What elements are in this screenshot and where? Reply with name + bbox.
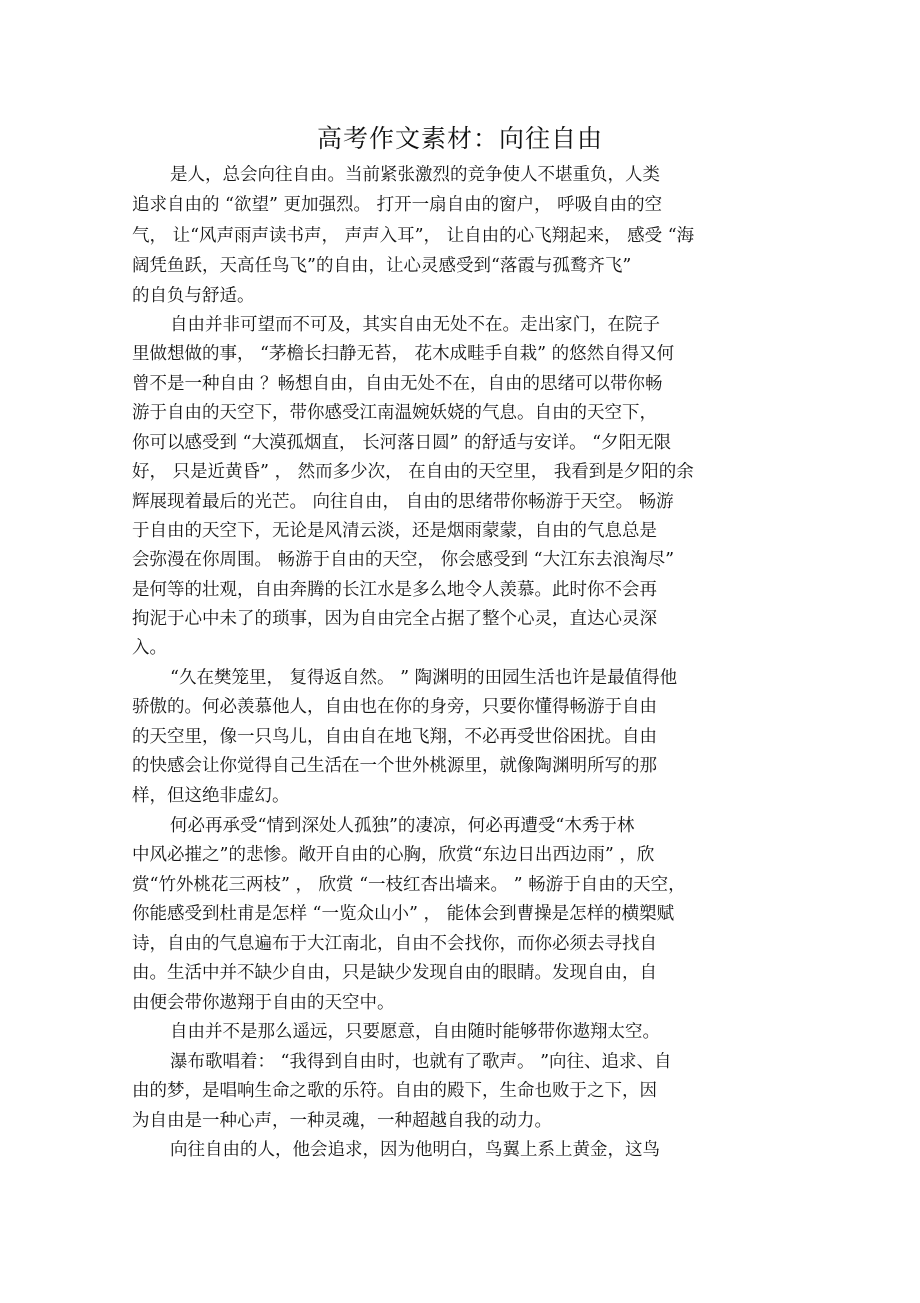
text-line: 里做想做的事， “茅檐长扫静无苔， 花木成畦手自栽” 的悠然自得又何: [132, 344, 675, 364]
text-line: 自由并非可望而不可及，其实自由无处不在。走出家门，在院子: [170, 315, 660, 335]
text-line: 由便会带你遨翔于自由的天空中。: [132, 993, 395, 1013]
text-line: 气， 让“风声雨声读书声， 声声入耳”， 让自由的心飞翔起来， 感受 “海: [132, 226, 695, 246]
text-line: 向往自由的人，他会追求，因为他明白，鸟翼上系上黄金，这鸟: [170, 1140, 660, 1160]
text-line: 游于自由的天空下，带你感受江南温婉妖娆的气息。自由的天空下，: [132, 403, 657, 423]
text-line: 好， 只是近黄昏” ， 然而多少次， 在自由的天空里， 我看到是夕阳的余: [132, 462, 694, 482]
text-line: “久在樊笼里， 复得返自然。 ” 陶渊明的田园生活也许是最值得他: [170, 668, 678, 688]
text-line: 赏“竹外桃花三两枝” ， 欣赏 “一枝红杏出墙来。 ” 畅游于自由的天空，: [132, 875, 686, 895]
text-line: 追求自由的 “欲望” 更加强烈。 打开一扇自由的窗户， 呼吸自由的空: [132, 195, 663, 215]
text-line: 的自负与舒适。: [132, 286, 255, 306]
text-line: 你可以感受到 “大漠孤烟直， 长河落日圆” 的舒适与安详。 “夕阳无限: [132, 433, 672, 453]
text-line: 瀑布歌唱着： “我得到自由时，也就有了歌声。 ”向往、追求、自: [170, 1052, 672, 1072]
text-line: 是人，总会向往自由。当前紧张激烈的竞争使人不堪重负，人类: [170, 165, 660, 185]
text-line: 是何等的壮观，自由奔腾的长江水是多么地令人羡慕。此时你不会再: [132, 580, 657, 600]
text-line: 的快感会让你觉得自己生活在一个世外桃源里，就像陶渊明所写的那: [132, 756, 657, 776]
text-line: 中风必摧之”的悲惨。敞开自由的心胸，欣赏“东边日出西边雨” ，欣: [132, 845, 655, 865]
text-line: 拘泥于心中未了的琐事，因为自由完全占据了整个心灵，直达心灵深: [132, 609, 657, 629]
text-line: 入。: [132, 638, 167, 658]
text-line: 的天空里，像一只鸟儿，自由自在地飞翔，不必再受世俗困扰。自由: [132, 727, 657, 747]
text-line: 阔凭鱼跃，天高任鸟飞”的自由，让心灵感受到“落霞与孤鹜齐飞”: [132, 256, 632, 276]
text-line: 由。生活中并不缺少自由，只是缺少发现自由的眼睛。发现自由，自: [132, 963, 657, 983]
text-line: 会弥漫在你周围。 畅游于自由的天空， 你会感受到 “大江东去浪淘尽”: [132, 550, 675, 570]
text-line: 自由并不是那么遥远，只要愿意，自由随时能够带你遨翔太空。: [170, 1022, 660, 1042]
text-line: 曾不是一种自由 ？畅想自由，自由无处不在，自由的思绪可以带你畅: [132, 374, 663, 394]
document-title: 高考作文素材：向往自由: [316, 124, 603, 153]
text-line: 于自由的天空下，无论是风清云淡，还是烟雨蒙蒙，自由的气息总是: [132, 521, 657, 541]
text-line: 为自由是一种心声，一种灵魂，一种超越自我的动力。: [132, 1111, 552, 1131]
text-line: 辉展现着最后的光芒。 向往自由， 自由的思绪带你畅游于天空。 畅游: [132, 492, 674, 512]
text-line: 由的梦，是唱响生命之歌的乐符。自由的殿下，生命也败于之下，因: [132, 1081, 657, 1101]
text-line: 你能感受到杜甫是怎样 “一览众山小” ， 能体会到曹操是怎样的横槊赋: [132, 904, 675, 924]
text-line: 何必再承受“情到深处人孤独”的凄凉，何必再遭受“木秀于林: [170, 816, 635, 836]
text-line: 骄傲的。何必羡慕他人，自由也在你的身旁，只要你懂得畅游于自由: [132, 697, 657, 717]
text-line: 诗，自由的气息遍布于大江南北，自由不会找你，而你必须去寻找自: [132, 934, 657, 954]
text-line: 样，但这绝非虚幻。: [132, 786, 290, 806]
